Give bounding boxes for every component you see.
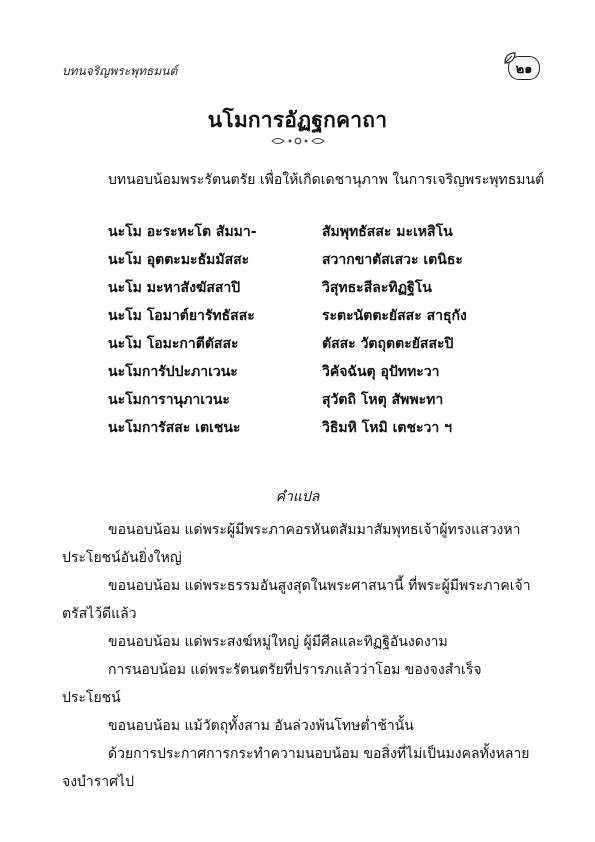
verse-right: สวากขาตัสเสวะ เตนิธะ	[322, 252, 463, 268]
verse-left: นะโม โอมะกาตีตัสสะ	[108, 336, 239, 352]
verse-left: นะโมการานุภาเวนะ	[108, 392, 230, 408]
translation-paragraph: การนอบน้อม แด่พระรัตนตรัยที่ปรารภแล้วว่าโอม ของจงสำเร็จประโยชน์	[62, 662, 482, 706]
verse-row	[108, 305, 548, 333]
verse-row	[108, 389, 548, 417]
verse-left: นะโม มะหาสังฆัสสาปิ	[108, 280, 241, 296]
verse-right: สัมพุทธัสสะ มะเหสิโน	[322, 224, 453, 240]
verse-left: นะโมการัปปะภาเวนะ	[108, 364, 238, 380]
verse-left: นะโม โอมาต์ยารัทธัสสะ	[108, 308, 255, 324]
translation-paragraph: ขอนอบน้อม แม้วัตถุทั้งสาม อันล่วงพ้นโทษต่ำช้านั้น	[108, 718, 414, 734]
verse-row	[108, 221, 548, 249]
verse-right: วิสุทธะสีละทิฏฐิโน	[322, 280, 432, 296]
running-header: บทนจริญพระพุทธมนต์	[62, 64, 178, 78]
verse-row	[108, 249, 548, 277]
verse-row	[108, 333, 548, 361]
translation-paragraph: ขอนอบน้อม แด่พระสงฆ์หมู่ใหญ่ ผู้มีศีลและทิฏฐิอันงดงาม	[108, 634, 448, 650]
verse-left: นะโม อะระหะโต สัมมา-	[108, 224, 257, 240]
page-number-badge	[508, 56, 540, 80]
verse-row	[108, 417, 548, 445]
verse-row	[108, 361, 548, 389]
verse-list	[108, 221, 548, 445]
leaf-icon	[503, 51, 517, 65]
translation-paragraph: ขอนอบน้อม แด่พระผู้มีพระภาคอรหันตสัมมาสัมพุทธเจ้าผู้ทรงแสวงหาประโยชน์อันยิ่งใหญ่	[62, 522, 521, 566]
verse-left: นะโมการัสสะ เตเชนะ	[108, 420, 241, 436]
verse-right: สุวัตถิ โหตุ สัพพะทา	[322, 392, 444, 408]
verse-right: ตัสสะ วัตถุตตะยัสสะปิ	[322, 336, 454, 352]
ornament-divider	[268, 135, 328, 147]
page-title: นโมการอัฏฐกคาถา	[207, 108, 388, 132]
page-number: ๒๑	[515, 61, 533, 77]
translation-heading: คำแปล	[275, 489, 320, 505]
verse-right: วิธิมหิ โหมิ เตชะวา ฯ	[322, 420, 452, 436]
translation-paragraph: ขอนอบน้อม แด่พระธรรมอันสูงสุดในพระศาสนานี้ ที่พระผู้มีพระภาคเจ้าตรัสไว้ดีแล้ว	[62, 578, 531, 622]
verse-right: วิคัจฉันตุ อุปัททะวา	[322, 364, 440, 380]
intro-text: บทนอบน้อมพระรัตนตรัย เพื่อให้เกิดเดชานุภาพ ในการเจริญพระพุทธมนต์	[108, 172, 545, 188]
verse-row	[108, 277, 548, 305]
translation-paragraph: ด้วยการประกาศการกระทำความนอบน้อม ขอสิ่งที่ไม่เป็นมงคลทั้งหลายจงบำราศไป	[62, 746, 530, 790]
verse-right: ระตะนัตตะยัสสะ สาธุกัง	[322, 308, 467, 324]
translation-body	[62, 516, 540, 796]
verse-left: นะโม อุตตะมะธัมมัสสะ	[108, 252, 250, 268]
